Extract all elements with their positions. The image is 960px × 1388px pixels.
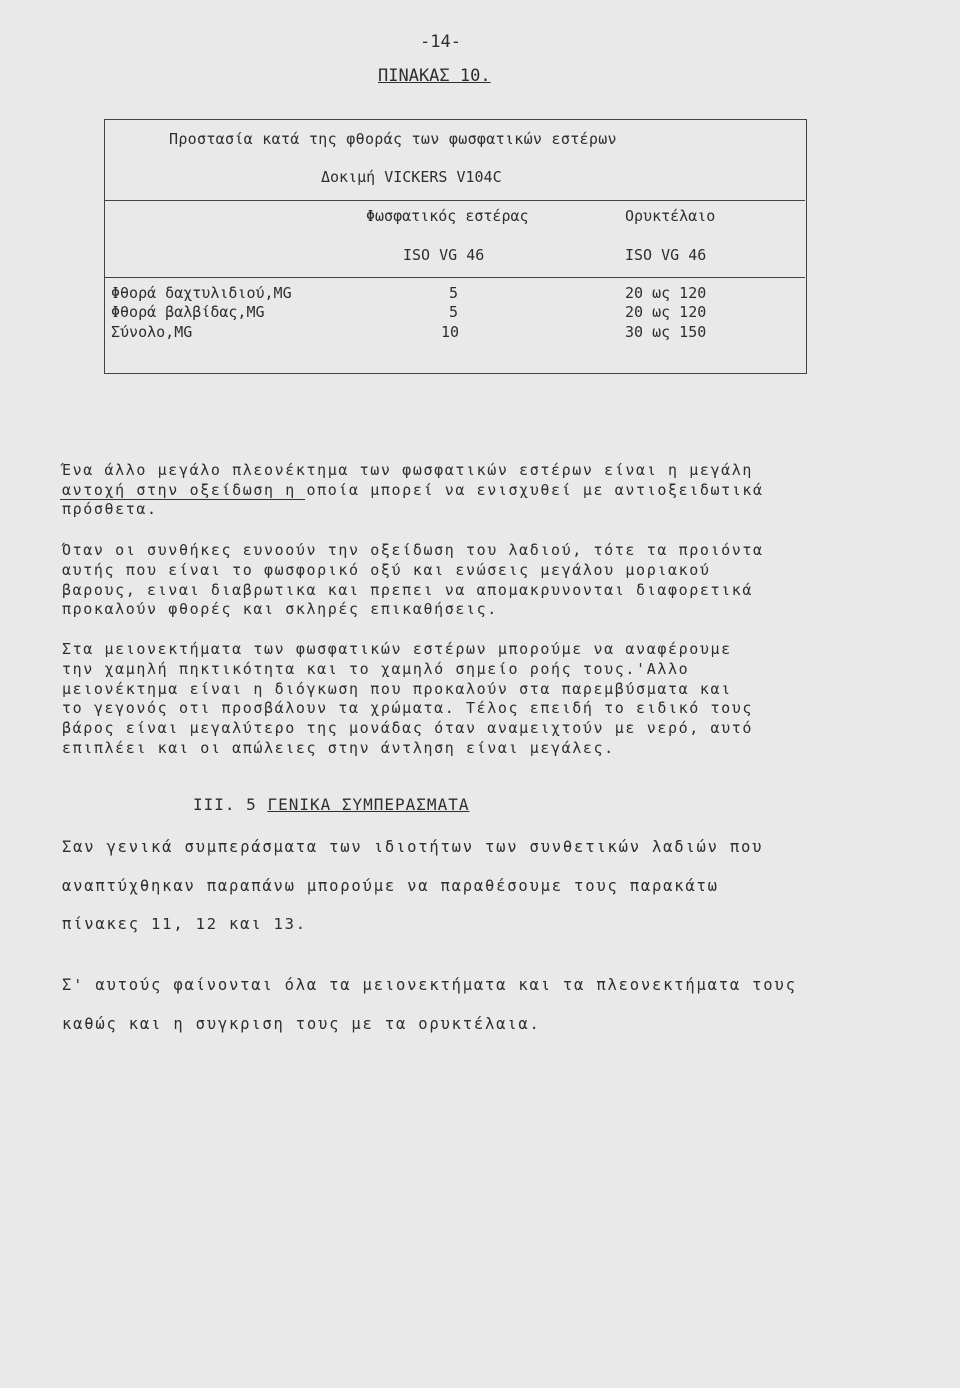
conclusion-line-3: πίνακες 11, 12 και 13. [62,915,307,933]
row-value-ester-valve-wear: 5 [449,303,459,321]
paragraph-2-line-2: αυτής που είναι το φωσφορικό οξύ και ενώσεις μεγάλου μοριακού [62,561,711,579]
paragraph-2-line-3: βαρους, ειναι διαβρωτικα και πρεπει να απομακρυνονται διαφορετικά [62,581,753,599]
paragraph-3-line-4: το γεγονός οτι προσβάλουν τα χρώματα. Τέλος επειδή το ειδικό τους [62,699,753,717]
paragraph-2-line-4: προκαλούν φθορές και σκληρές επικαθήσεις. [62,600,498,618]
row-value-mineral-valve-wear: 20 ως 120 [625,303,707,321]
section-heading [193,795,469,814]
row-value-ester-total: 10 [441,323,460,341]
row-label-total: Σύνολο,MG [111,323,193,341]
paragraph-3-line-6: επιπλέει και οι απώλειες στην άντληση είναι μεγάλες. [62,739,615,757]
section-number: III. 5 [193,795,257,814]
table-title: Προστασία κατά της φθοράς των φωσφατικών εστέρων [169,130,617,148]
paragraph-2-line-1: Όταν οι συνθήκες ευνοούν την οξείδωση του λαδιού, τότε τα προιόντα [62,541,764,559]
row-value-mineral-ring-wear: 20 ως 120 [625,284,707,302]
table-caption: ΠΙΝΑΚΑΣ 10. [378,66,491,86]
paragraph-3-line-5: βάρος είναι μεγαλύτερο της μονάδας όταν αναμειχτούν με νερό, αυτό [62,719,753,737]
paragraph-3-line-1: Στα μειονεκτήματα των φωσφατικών εστέρων μπορούμε να αναφέρουμε [62,640,732,658]
section-title: ΓΕΝΙΚΑ ΣΥΜΠΕΡΑΣΜΑΤΑ [267,795,470,814]
column-header-ester: Φωσφατικός εστέρας [366,207,529,225]
conclusion-line-2: αναπτύχθηκαν παραπάνω μπορούμε να παραθέσουμε τους παρακάτω [62,877,719,895]
column-grade-ester: ISO VG 46 [403,246,485,264]
row-value-mineral-total: 30 ως 150 [625,323,707,341]
table-divider-title [105,200,805,201]
table-subtitle: Δοκιμή VICKERS V104C [321,168,502,186]
column-grade-mineral-oil: ISO VG 46 [625,246,707,264]
wear-protection-table [104,119,807,374]
conclusion-line-4: Σ' αυτούς φαίνονται όλα τα μειονεκτήματα και τα πλεονεκτήματα τους [62,976,797,994]
paragraph-1-line-1: Ένα άλλο μεγάλο πλεονέκτημα των φωσφατικών εστέρων είναι η μεγάλη [62,461,753,479]
paragraph-3-line-3: μειονέκτημα είναι η διόγκωση που προκαλούν στα παρεμβύσματα και [62,680,732,698]
column-header-mineral-oil: Ορυκτέλαιο [625,207,716,225]
conclusion-line-1: Σαν γενικά συμπεράσματα των ιδιοτήτων των συνθετικών λαδιών που [62,838,764,856]
row-label-ring-wear: Φθορά δαχτυλιδιού,MG [111,284,292,302]
table-divider-header [105,277,805,278]
row-value-ester-ring-wear: 5 [449,284,459,302]
conclusion-line-5: καθώς και η συγκριση τους με τα ορυκτέλαια. [62,1015,541,1033]
paragraph-1-line-2: αντοχή στην οξείδωση η οποία μπορεί να ενισχυθεί με αντιοξειδωτικά [62,481,764,499]
paragraph-3-line-2: την χαμηλή πηκτικότητα και το χαμηλό σημείο ροής τους.'Αλλο [62,660,690,678]
row-label-valve-wear: Φθορά βαλβίδας,MG [111,303,265,321]
page-number: -14- [420,32,461,52]
paragraph-1-line-3: πρόσθετα. [62,500,158,518]
